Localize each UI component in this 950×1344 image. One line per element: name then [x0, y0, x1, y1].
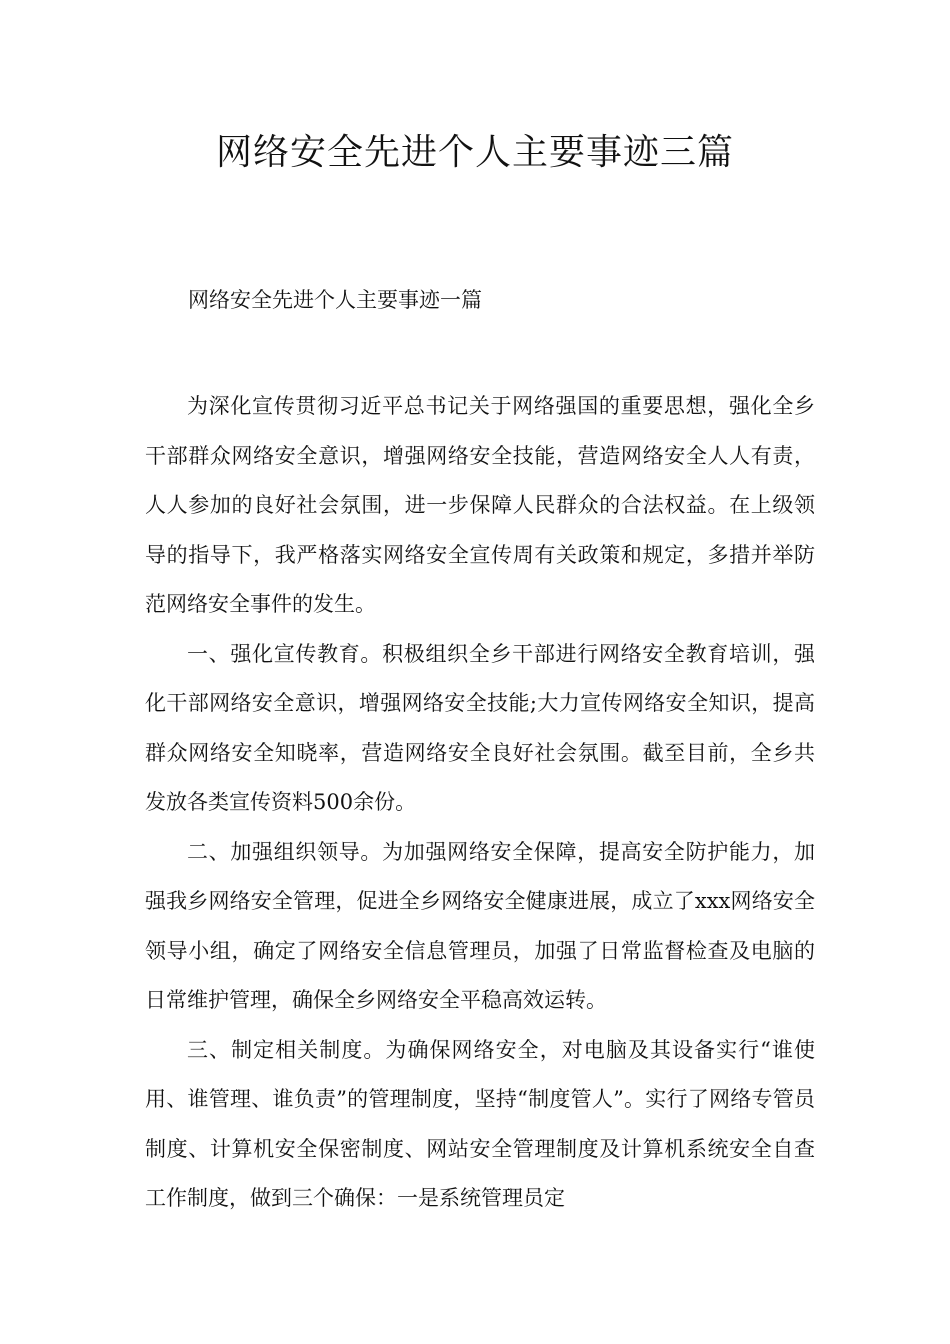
- document-title: 网络安全先进个人主要事迹三篇: [215, 132, 734, 173]
- section-subtitle: 网络安全先进个人主要事迹一篇: [188, 288, 482, 312]
- paragraph-section-1: 一、强化宣传教育。积极组织全乡干部进行网络安全教育培训，强化干部网络安全意识，增强网络安全技能;大力宣传网络安全知识，提高群众网络安全知晓率，营造网络安全良好社会氛围。截至目前，全乡共发放各类宣传资料500余份。: [145, 641, 815, 814]
- paragraph-section-2: 二、加强组织领导。为加强网络安全保障，提高安全防护能力，加强我乡网络安全管理，促进全乡网络安全健康进展，成立了xxx网络安全领导小组，确定了网络安全信息管理员，加强了日常监督检查及电脑的日常维护管理，确保全乡网络安全平稳高效运转。: [145, 839, 815, 1012]
- paragraph-section-3: 三、制定相关制度。为确保网络安全，对电脑及其设备实行“谁使用、谁管理、谁负责”的管理制度，坚持“制度管人”。实行了网络专管员制度、计算机安全保密制度、网站安全管理制度及计算机系统安全自查工作制度，做到三个确保：一是系统管理员定: [145, 1037, 815, 1210]
- document-body: [145, 382, 815, 1224]
- paragraph-intro: 为深化宣传贯彻习近平总书记关于网络强国的重要思想，强化全乡干部群众网络安全意识，增强网络安全技能，营造网络安全人人有责，人人参加的良好社会氛围，进一步保障人民群众的合法权益。在上级领导的指导下，我严格落实网络安全宣传周有关政策和规定，多措并举防范网络安全事件的发生。: [145, 394, 815, 616]
